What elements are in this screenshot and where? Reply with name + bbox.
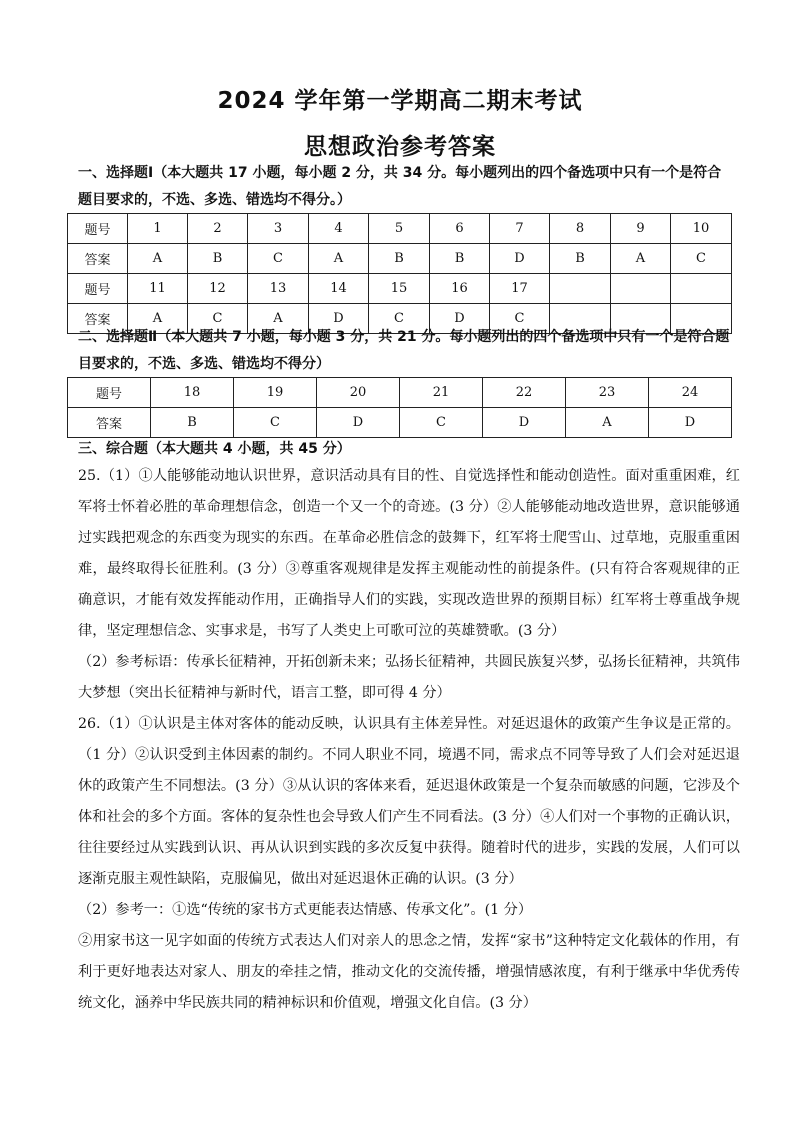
question-number: 2	[188, 214, 248, 244]
section1-heading: 一、选择题Ⅰ（本大题共 17 小题，每小题 2 分，共 34 分。每小题列出的四个备选项中只有一个是符合题目要求的，不选、多选、错选均不得分。）	[78, 165, 722, 208]
empty-cell	[611, 274, 671, 304]
answer-cell: B	[550, 244, 611, 274]
answer-cell: C	[671, 244, 732, 274]
q25-part2-answer: （2）参考标语：传承长征精神，开拓创新未来；弘扬长征精神，共圆民族复兴梦，弘扬长征精神，共筑伟大梦想（突出长征精神与新时代，语言工整，即可得 4 分）	[78, 654, 740, 701]
empty-cell	[671, 274, 732, 304]
table-row	[68, 378, 732, 408]
answer-cell: A	[128, 244, 188, 274]
answer-cell: A	[248, 304, 309, 334]
row-label-question: 题号	[68, 274, 128, 304]
row-label-question: 题号	[68, 214, 128, 244]
table-row	[68, 408, 732, 438]
question-number: 8	[550, 214, 611, 244]
row-label-answer: 答案	[68, 408, 151, 438]
answer-cell: C	[490, 304, 550, 334]
answer-cell: C	[248, 244, 309, 274]
answer-cell: C	[234, 408, 317, 438]
row-label-question: 题号	[68, 378, 151, 408]
question-number: 10	[671, 214, 732, 244]
question-number: 1	[128, 214, 188, 244]
answer-cell: A	[611, 244, 671, 274]
answer-table-1	[67, 213, 732, 334]
question-number: 7	[490, 214, 550, 244]
page-subtitle: 思想政治参考答案	[304, 134, 496, 160]
question-number: 23	[566, 378, 649, 408]
empty-cell	[550, 274, 611, 304]
question-number: 14	[309, 274, 369, 304]
answer-cell: B	[430, 244, 490, 274]
answer-cell: A	[309, 244, 369, 274]
question-number: 17	[490, 274, 550, 304]
answer-cell: D	[649, 408, 732, 438]
answer-cell: A	[566, 408, 649, 438]
answer-cell: B	[188, 244, 248, 274]
q26-part2-choice: （2）参考一：①选“传统的家书方式更能表达情感、传承文化”。(1 分）	[78, 902, 533, 918]
answer-cell: D	[483, 408, 566, 438]
q25-part1-answer: 25.（1）①人能够能动地认识世界，意识活动具有目的性、自觉选择性和能动创造性。面对重重困难，红军将士怀着必胜的革命理想信念，创造一个又一个的奇迹。(3 分）②人能够能动地改造世界，意识能够通过实践把观念的东西变为现实的东西。在革命必胜信念的鼓舞下，红军将士爬雪山、过草地，克服重重困难，最终取得长征胜利。(3 分）③尊重客观规律是发挥主观能动性的前提条件。(只有符合客观规律的正确意识，才能有效发挥能动作用，正确指导人们的实践，实现改造世界的预期目标）红军将士尊重战争规律，坚定理想信念、实事求是，书写了人类史上可歌可泣的英雄赞歌。(3 分）	[78, 468, 740, 639]
question-number: 6	[430, 214, 490, 244]
q26-part1-answer: 26.（1）①认识是主体对客体的能动反映，认识具有主体差异性。对延迟退休的政策产生争议是正常的。（1 分）②认识受到主体因素的制约。不同人职业不同，境遇不同，需求点不同等导致了人们会对延迟退休的政策产生不同想法。(3 分）③从认识的客体来看，延迟退休政策是一个复杂而敏感的问题，它涉及个体和社会的多个方面。客体的复杂性也会导致人们产生不同看法。(3 分）④人们对一个事物的正确认识，往往要经过从实践到认识、再从认识到实践的多次反复中获得。随着时代的进步，实践的发展，人们可以逐渐克服主观性缺陷，克服偏见，做出对延迟退休正确的认识。(3 分）	[78, 716, 740, 887]
question-number: 15	[369, 274, 430, 304]
answer-cell: B	[369, 244, 430, 274]
question-number: 19	[234, 378, 317, 408]
question-number: 20	[317, 378, 400, 408]
question-number: 21	[400, 378, 483, 408]
table-row	[68, 214, 732, 244]
section2-heading: 二、选择题Ⅱ（本大题共 7 小题，每小题 3 分，共 21 分。每小题列出的四个备选项中只有一个是符合题目要求的，不选、多选、错选均不得分）	[78, 329, 730, 372]
table-row	[68, 244, 732, 274]
answer-table-2	[67, 377, 732, 438]
question-number: 9	[611, 214, 671, 244]
page-title: 2024 学年第一学期高二期末考试	[217, 88, 583, 114]
answer-cell: A	[128, 304, 188, 334]
row-label-answer: 答案	[68, 244, 128, 274]
question-number: 16	[430, 274, 490, 304]
answer-cell: D	[430, 304, 490, 334]
answer-cell: C	[188, 304, 248, 334]
answer-cell: B	[151, 408, 234, 438]
answer-cell: D	[317, 408, 400, 438]
answer-cell: D	[309, 304, 369, 334]
question-number: 3	[248, 214, 309, 244]
row-label-answer: 答案	[68, 304, 128, 334]
answer-cell: D	[490, 244, 550, 274]
question-number: 24	[649, 378, 732, 408]
question-number: 11	[128, 274, 188, 304]
question-number: 13	[248, 274, 309, 304]
question-number: 12	[188, 274, 248, 304]
question-number: 18	[151, 378, 234, 408]
question-number: 4	[309, 214, 369, 244]
question-number: 22	[483, 378, 566, 408]
answer-cell: C	[400, 408, 483, 438]
table-row	[68, 274, 732, 304]
question-number: 5	[369, 214, 430, 244]
section3-heading: 三、综合题（本大题共 4 小题，共 45 分）	[78, 441, 351, 457]
answer-cell: C	[369, 304, 430, 334]
q26-part2-reason: ②用家书这一见字如面的传统方式表达人们对亲人的思念之情，发挥“家书”这种特定文化载体的作用，有利于更好地表达对家人、朋友的牵挂之情，推动文化的交流传播，增强情感浓度，有利于继承中华优秀传统文化，涵养中华民族共同的精神标识和价值观，增强文化自信。(3 分）	[78, 933, 740, 1011]
